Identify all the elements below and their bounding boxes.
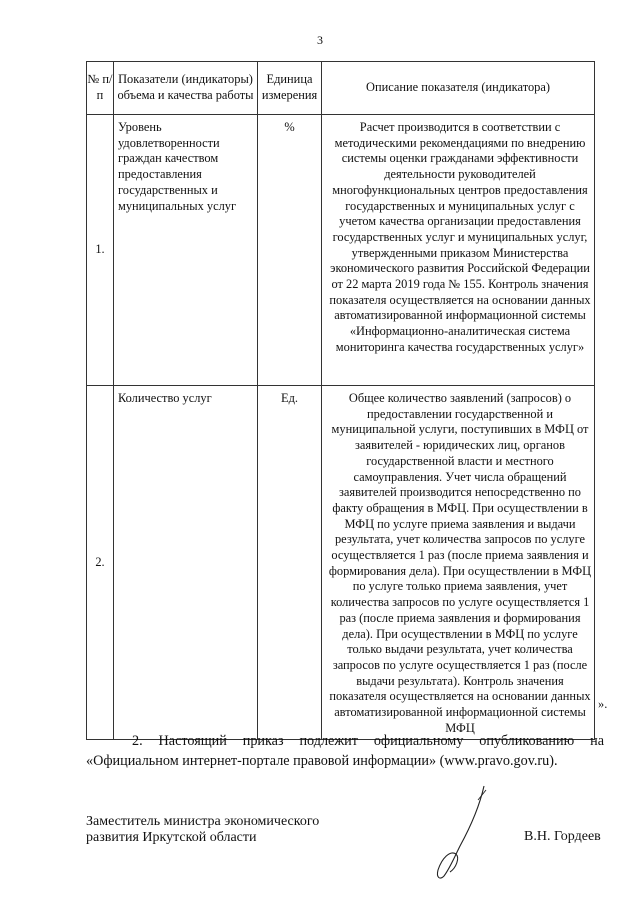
row-num: 2.	[87, 386, 114, 740]
table-row	[87, 115, 595, 386]
handwritten-signature	[420, 784, 500, 884]
table-row	[87, 386, 595, 740]
signer-title	[86, 814, 319, 845]
publication-paragraph	[86, 731, 604, 771]
row-unit: Ед.	[258, 386, 322, 740]
row-description: Общее количество заявлений (запросов) о предоставлении государственной и муниципальной услуги, поступивших в МФЦ от заявителей - юридических лиц, органов государственной власти и местного самоуправления. Учет числа обращений заявителей производится непосредственно по факту обращения в МФЦ. При осуществлении в МФЦ по услуге приема заявления и выдачи результата, учет количества запросов по услуге осуществляется 1 раз (после приема заявления и формирования дела). При осуществлении в МФЦ по услуге только приема заявления, учет количества запросов по услуге осуществляется 1 раз (после приема заявления и формирования дела). При осуществлении в МФЦ по услуге только выдачи результата, учет количества запросов по услуге осуществляется 1 раз (после выдачи результата). Контроль значения показателя осуществляется на основании данных автоматизированной информационной системы МФЦ	[322, 386, 595, 740]
closing-quote-mark: ».	[598, 697, 608, 711]
indicators-table	[86, 61, 595, 740]
row-indicator: Уровень удовлетворенности граждан качеством предоставления государственных и муниципальных услуг	[114, 115, 258, 386]
header-num: № п/п	[87, 62, 114, 115]
header-description: Описание показателя (индикатора)	[322, 62, 595, 115]
header-unit: Единица измерения	[258, 62, 322, 115]
page-number: 3	[317, 33, 323, 47]
signer-title-line2: развития Иркутской области	[86, 829, 257, 845]
signer-title-line1: Заместитель министра экономического	[86, 814, 320, 829]
publication-text: 2. Настоящий приказ подлежит официальному опубликованию на «Официальном интернет-портале правовой информации» (www.pravo.gov.ru).	[86, 733, 604, 769]
row-description: Расчет производится в соответствии с методическими рекомендациями по внедрению системы оценки гражданами эффективности деятельности руководителей многофункциональных центров предоставления государственных и муниципальных услуг с учетом качества организации предоставления государственных услуг и муниципальных услуг, утвержденными приказом Министерства экономического развития Российской Федерации от 22 марта 2019 года № 155. Контроль значения показателя осуществляется на основании данных автоматизированной информационной системы «Информационно-аналитическая система мониторинга качества государственных услуг»	[322, 115, 595, 386]
header-indicator: Показатели (индикаторы) объема и качества работы	[114, 62, 258, 115]
table-header-row	[87, 62, 595, 115]
row-num: 1.	[87, 115, 114, 386]
row-indicator: Количество услуг	[114, 386, 258, 740]
signer-name: В.Н. Гордеев	[524, 829, 601, 844]
row-unit: %	[258, 115, 322, 386]
